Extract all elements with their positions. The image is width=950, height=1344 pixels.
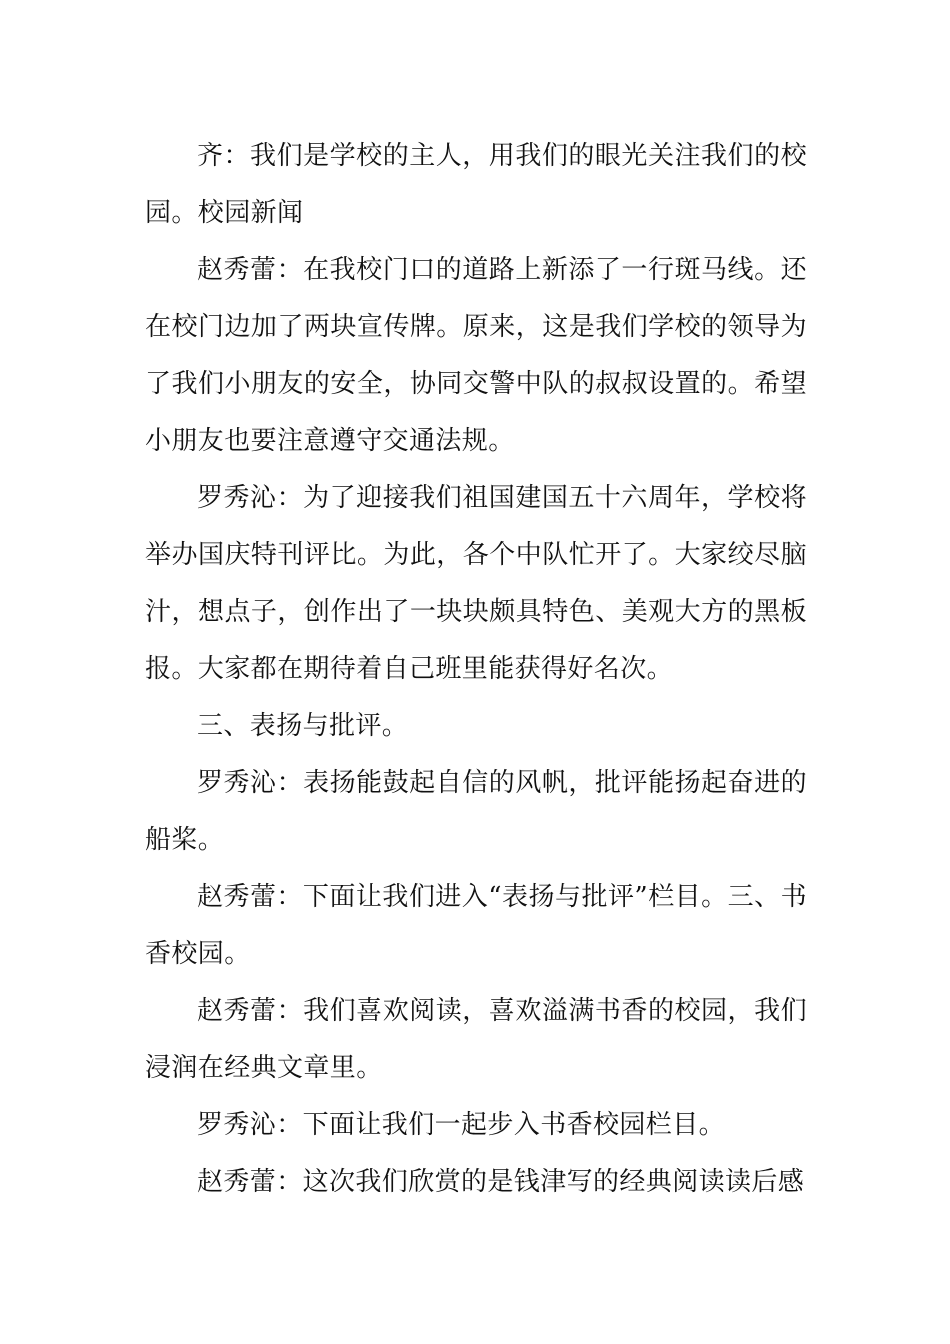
paragraph-love-reading: 赵秀蕾：我们喜欢阅读，喜欢溢满书香的校园，我们浸润在经典文章里。: [145, 996, 807, 1083]
paragraph-book-campus: 罗秀沁：下面让我们一起步入书香校园栏目。: [197, 1110, 726, 1140]
paragraph-enter-column: 赵秀蕾：下面让我们进入“表扬与批评”栏目。三、书香校园。: [145, 882, 807, 969]
paragraph-reading-review: 赵秀蕾：这次我们欣赏的是钱津写的经典阅读读后感: [197, 1167, 805, 1197]
paragraph-zebra-crossing: 赵秀蕾：在我校门口的道路上新添了一行斑马线。还在校门边加了两块宣传牌。原来，这是我们学校的领导为了我们小朋友的安全，协同交警中队的叔叔设置的。希望小朋友也要注意遵守交通法规。: [145, 255, 807, 456]
section-heading-praise-criticism: 三、表扬与批评。: [197, 711, 409, 741]
document-body: [145, 128, 807, 1211]
paragraph-intro: 齐：我们是学校的主人，用我们的眼光关注我们的校园。校园新闻: [145, 141, 807, 228]
paragraph-national-day: 罗秀沁：为了迎接我们祖国建国五十六周年，学校将举办国庆特刊评比。为此，各个中队忙开了。大家绞尽脑汁，想点子，创作出了一块块颇具特色、美观大方的黑板报。大家都在期待着自己班里能获得好名次。: [145, 483, 807, 684]
paragraph-praise-sail: 罗秀沁：表扬能鼓起自信的风帆，批评能扬起奋进的船桨。: [145, 768, 807, 855]
